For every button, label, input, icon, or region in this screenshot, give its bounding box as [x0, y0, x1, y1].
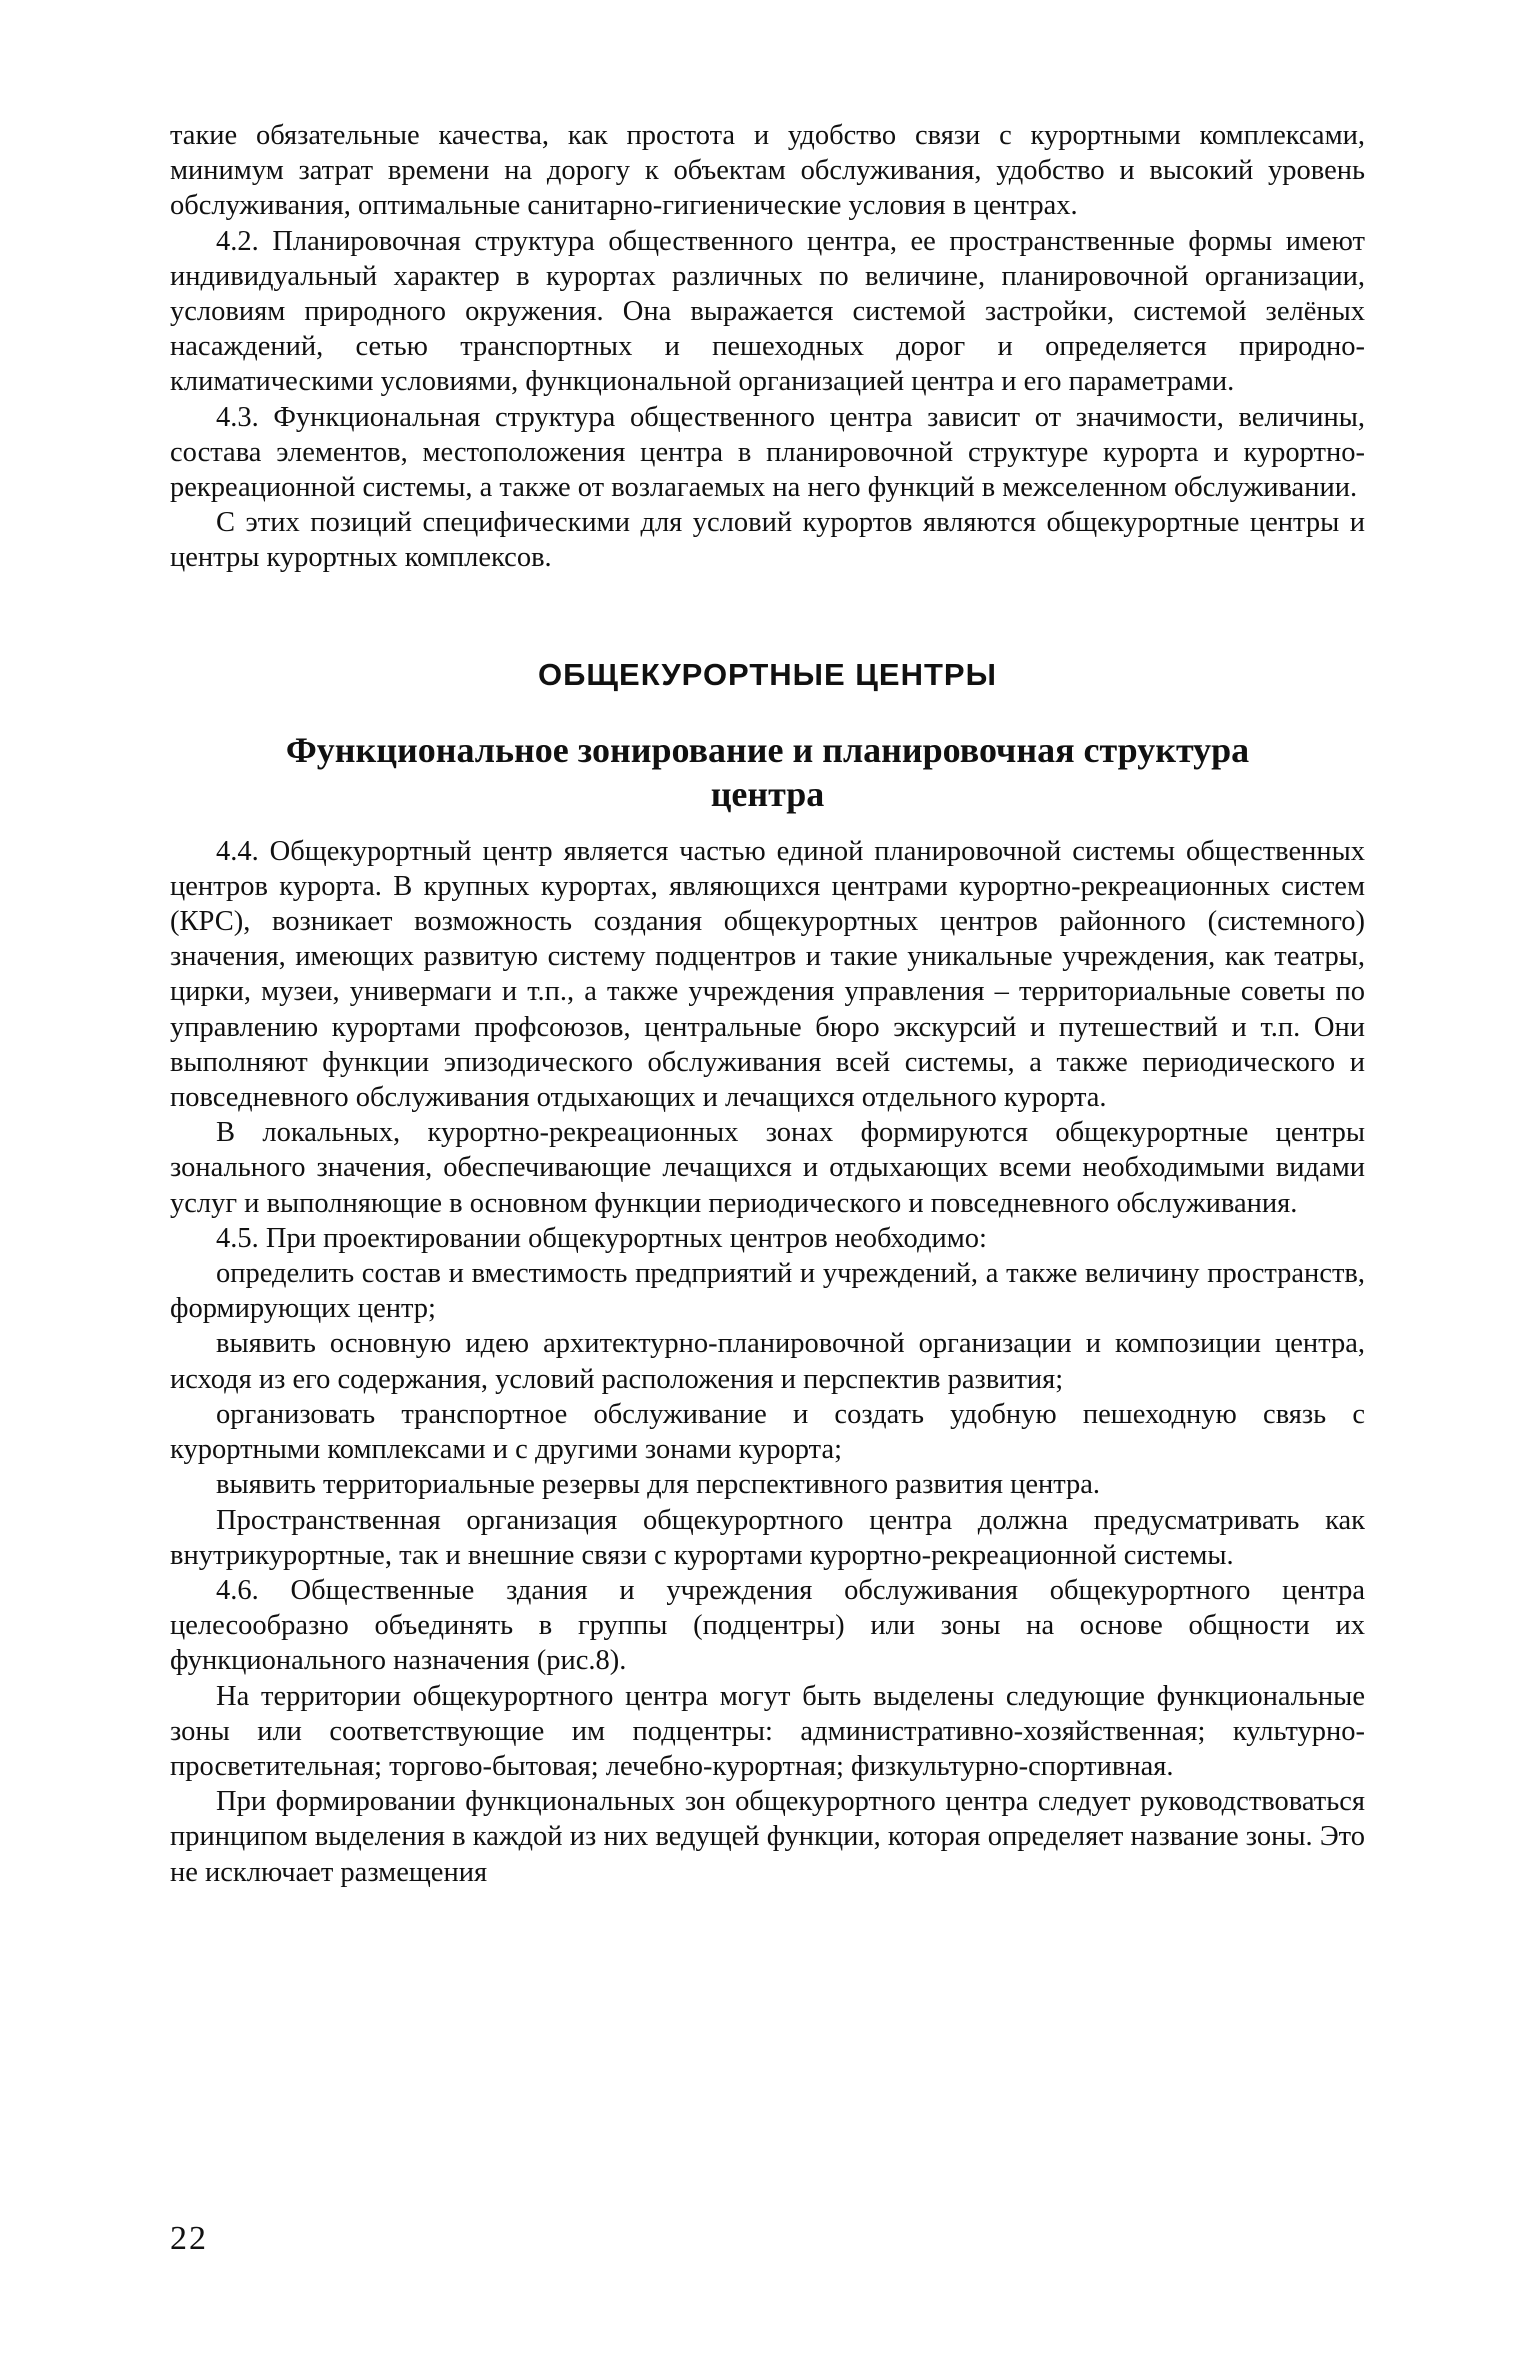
paragraph-spatial-organization: Пространственная организация общекурортного центра должна предусматривать как внутрикурортные, так и внешние связи с курортами курортно-рекреационной системы.: [170, 1504, 1365, 1571]
page-number: 22: [170, 2220, 208, 2257]
list-item-define-composition: определить состав и вместимость предприятий и учреждений, а также величину пространств, формирующих центр;: [170, 1258, 1365, 1325]
list-item-identify-idea: выявить основную идею архитектурно-планировочной организации и композиции центра, исходя из его содержания, условий расположения и перспектив развития;: [170, 1328, 1365, 1395]
subsection-title-line2: центра: [710, 773, 825, 814]
paragraph-4-4: 4.4. Общекурортный центр является частью единой планировочной системы общественных центров курорта. В крупных курортах, являющихся центрами курортно-рекреационных систем (КРС), возникает возможность создания общекурортных центров районного (системного) значения, имеющих развитую систему подцентров и такие уникальные учреждения, как театры, цирки, музеи, универмаги и т.п., а также учреждения управления – территориальные советы по управлению курортами профсоюзов, центральные бюро экскурсий и путешествий и т.п. Они выполняют функции эпизодического обслуживания всей системы, а также периодического и повседневного обслуживания отдыхающих и лечащихся отдельного курорта.: [170, 835, 1365, 1114]
paragraph-4-5: 4.5. При проектировании общекурортных центров необходимо:: [216, 1222, 987, 1254]
paragraph-4-6: 4.6. Общественные здания и учреждения обслуживания общекурортного центра целесообразно объединять в группы (подцентры) или зоны на основе общности их функционального назначения (рис.8).: [170, 1574, 1365, 1677]
paragraph-4-3: 4.3. Функциональная структура общественного центра зависит от значимости, величины, состава элементов, местоположения центра в планировочной структуре курорта и курортно-рекреационной системы, а также от возлагаемых на него функций в межселенном обслуживании.: [170, 401, 1365, 504]
paragraph-local-zones: В локальных, курортно-рекреационных зонах формируются общекурортные центры зонального значения, обеспечивающие лечащихся и отдыхающих всеми необходимыми видами услуг и выполняющие в основном функции периодического и повседневного обслуживания.: [170, 1117, 1365, 1219]
list-item-organize-transport: организовать транспортное обслуживание и создать удобную пешеходную связь с курортными комплексами и с другими зонами курорта;: [170, 1398, 1365, 1466]
section-title: ОБЩЕКУРОРТНЫЕ ЦЕНТРЫ: [538, 656, 997, 692]
paragraph-functional-zones: На территории общекурортного центра могут быть выделены следующие функциональные зоны или соответствующие им подцентры: административно-хозяйственная; культурно-просветительная; торгово-бытовая; лечебно-курортная; физкультурно-спортивная.: [170, 1680, 1365, 1782]
paragraph-4-2: 4.2. Планировочная структура общественного центра, ее пространственные формы имеют индивидуальный характер в курортах различных по величине, планировочной организации, условиям природного окружения. Она выражается системой застройки, системой зелёных насаждений, сетью транспортных и пешеходных дорог и определяется природно-климатическими условиями, функциональной организацией центра и его параметрами.: [170, 225, 1365, 398]
list-item-identify-reserves: выявить территориальные резервы для перспективного развития центра.: [216, 1469, 1101, 1501]
page-content: [170, 118, 1365, 1890]
paragraph-positions: С этих позиций специфическими для условий курортов являются общекурортные центры и центры курортных комплексов.: [170, 507, 1365, 574]
paragraph-zone-formation: При формировании функциональных зон общекурортного центра следует руководствоваться принципом выделения в каждой из них ведущей функции, которая определяет название зоны. Это не исключает размещения: [170, 1786, 1365, 1888]
intro-paragraph-continuation: такие обязательные качества, как простота и удобство связи с курортными комплексами, минимум затрат времени на дорогу к объектам обслуживания, удобство и высокий уровень обслуживания, оптимальные санитарно-гигиенические условия в центрах.: [170, 120, 1365, 222]
subsection-title-line1: Функциональное зонирование и планировочная структура: [285, 729, 1250, 770]
subsection-title: [170, 728, 1365, 816]
